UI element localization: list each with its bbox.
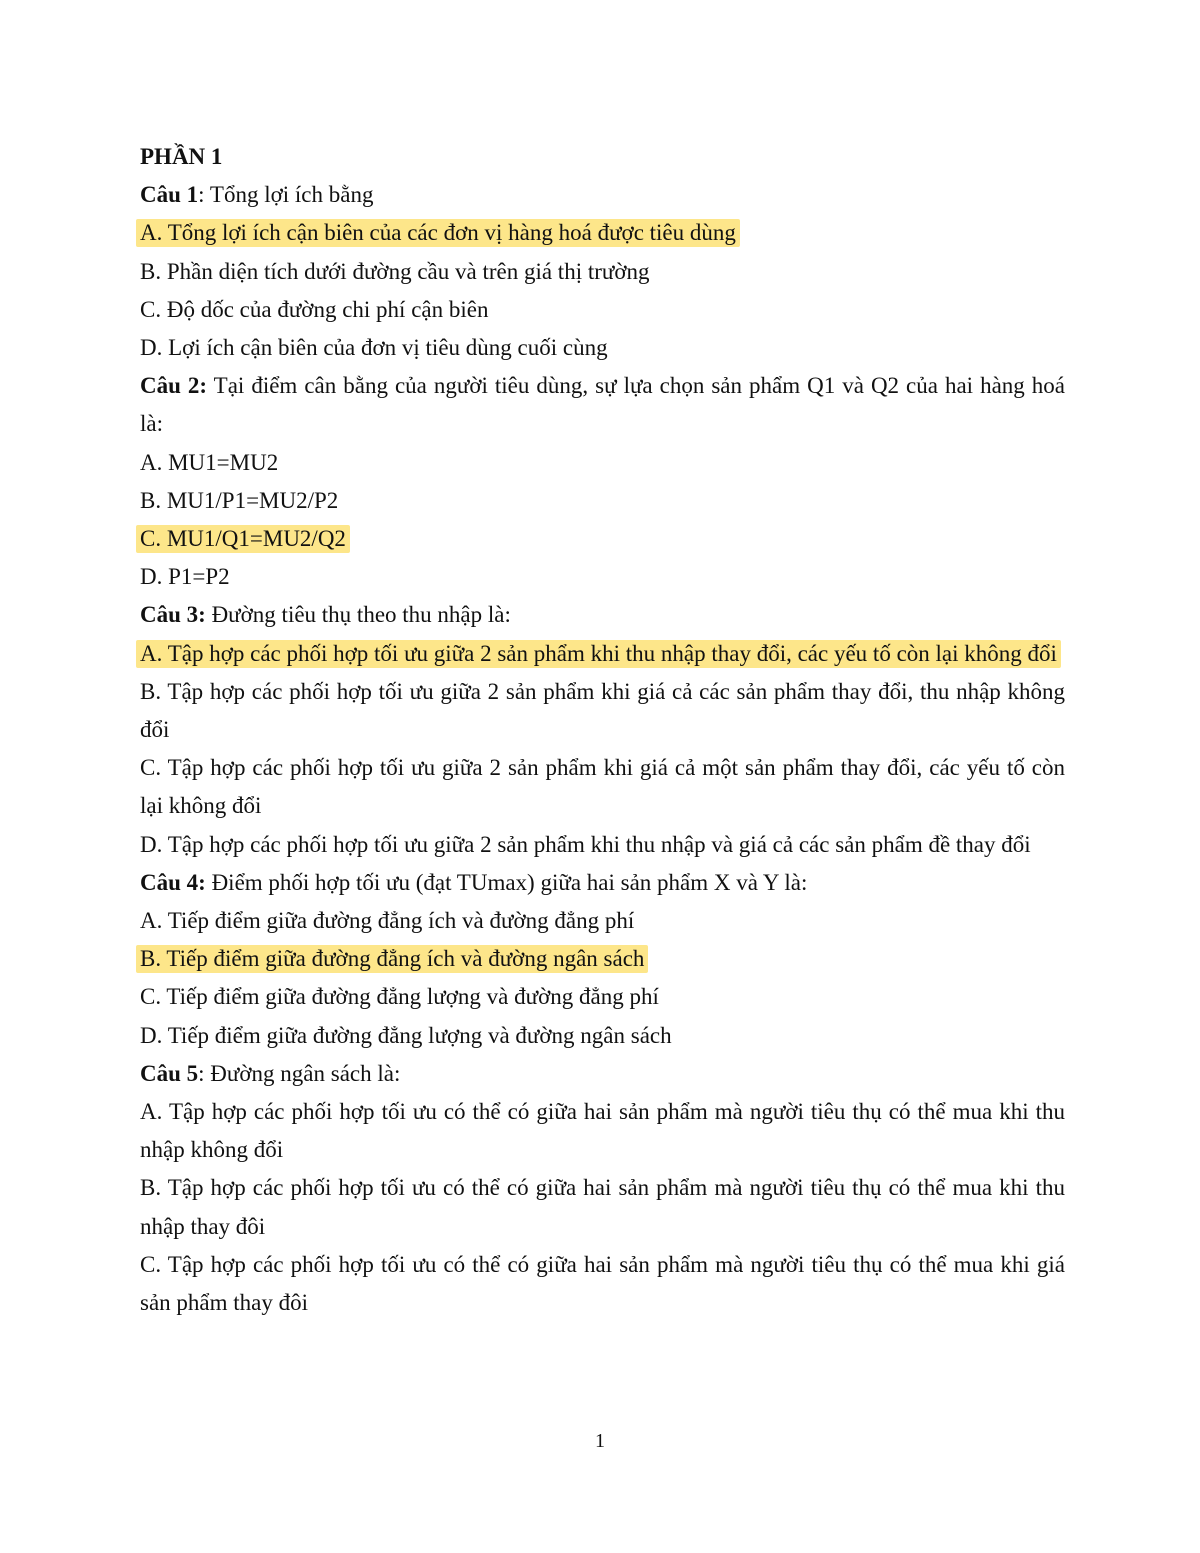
option-2a: A. MU1=MU2 — [140, 449, 279, 475]
question-separator: : — [198, 1060, 211, 1086]
question-text: Đường tiêu thụ theo thu nhập là: — [211, 602, 511, 628]
question-label: Câu 1 — [140, 182, 199, 208]
question-separator — [207, 373, 214, 398]
question-2 — [140, 367, 1065, 443]
question-4 — [140, 864, 1065, 902]
option-5a: A. Tập hợp các phối hợp tối ưu có thể có giữa hai sản phẩm mà người tiêu thụ có thể mua khi thu nhập không đổi — [140, 1099, 1065, 1163]
question-5 — [140, 1055, 1065, 1093]
document-page — [140, 138, 1065, 1322]
option-5b: B. Tập hợp các phối hợp tối ưu có thể có giữa hai sản phẩm mà người tiêu thụ có thể mua khi thu nhập thay đôi — [140, 1175, 1065, 1239]
option-3c: C. Tập hợp các phối hợp tối ưu giữa 2 sản phẩm khi giá cả một sản phẩm thay đổi, các yếu tố còn lại không đổi — [140, 755, 1065, 819]
question-label: Câu 2: — [140, 373, 208, 399]
question-text: Điểm phối hợp tối ưu (đạt TUmax) giữa hai sản phẩm X và Y là: — [211, 869, 808, 895]
option-1b: B. Phần diện tích dưới đường cầu và trên giá thị trường — [140, 258, 650, 284]
question-label: Câu 3: — [140, 602, 206, 628]
option-2c — [140, 520, 1065, 558]
option-1a — [140, 214, 1065, 252]
option-2d: D. P1=P2 — [140, 564, 230, 590]
highlighted-answer: A. Tập hợp các phối hợp tối ưu giữa 2 sản phẩm khi thu nhập thay đổi, các yếu tố còn lại không đổi — [136, 640, 1061, 668]
question-1 — [140, 176, 1065, 214]
question-label: Câu 5 — [140, 1060, 199, 1086]
section-title: PHẦN 1 — [140, 144, 223, 169]
option-3b: B. Tập hợp các phối hợp tối ưu giữa 2 sản phẩm khi giá cả các sản phẩm thay đổi, thu nhập không đổi — [140, 678, 1065, 743]
option-3a — [140, 635, 1065, 673]
highlighted-answer: A. Tổng lợi ích cận biên của các đơn vị hàng hoá được tiêu dùng — [136, 219, 740, 247]
option-4a: A. Tiếp điểm giữa đường đẳng ích và đường đẳng phí — [140, 908, 635, 934]
option-4d: D. Tiếp điểm giữa đường đẳng lượng và đường ngân sách — [140, 1022, 672, 1048]
question-text: Tổng lợi ích bằng — [209, 182, 374, 208]
highlighted-answer: C. MU1/Q1=MU2/Q2 — [136, 525, 350, 553]
option-4c: C. Tiếp điểm giữa đường đẳng lượng và đường đẳng phí — [140, 984, 659, 1010]
question-text: Tại điểm cân bằng của người tiêu dùng, sự lựa chọn sản phẩm Q1 và Q2 của hai hàng hoá là: — [140, 373, 1066, 437]
option-3d: D. Tập hợp các phối hợp tối ưu giữa 2 sản phẩm khi thu nhập và giá cả các sản phẩm đề thay đổi — [140, 831, 1031, 857]
question-text: Đường ngân sách là: — [210, 1060, 401, 1086]
page-number: 1 — [595, 1430, 605, 1452]
option-1c: C. Độ dốc của đường chi phí cận biên — [140, 296, 489, 322]
option-1d: D. Lợi ích cận biên của đơn vị tiêu dùng cuối cùng — [140, 335, 608, 361]
question-separator: : — [198, 182, 210, 208]
question-label: Câu 4: — [140, 869, 206, 895]
question-3 — [140, 596, 1065, 634]
option-4b — [140, 940, 1065, 978]
highlighted-answer: B. Tiếp điểm giữa đường đẳng ích và đường ngân sách — [136, 945, 648, 973]
option-2b: B. MU1/P1=MU2/P2 — [140, 487, 339, 513]
option-5c: C. Tập hợp các phối hợp tối ưu có thể có giữa hai sản phẩm mà người tiêu thụ có thể mua khi giá sản phẩm thay đôi — [140, 1251, 1065, 1316]
